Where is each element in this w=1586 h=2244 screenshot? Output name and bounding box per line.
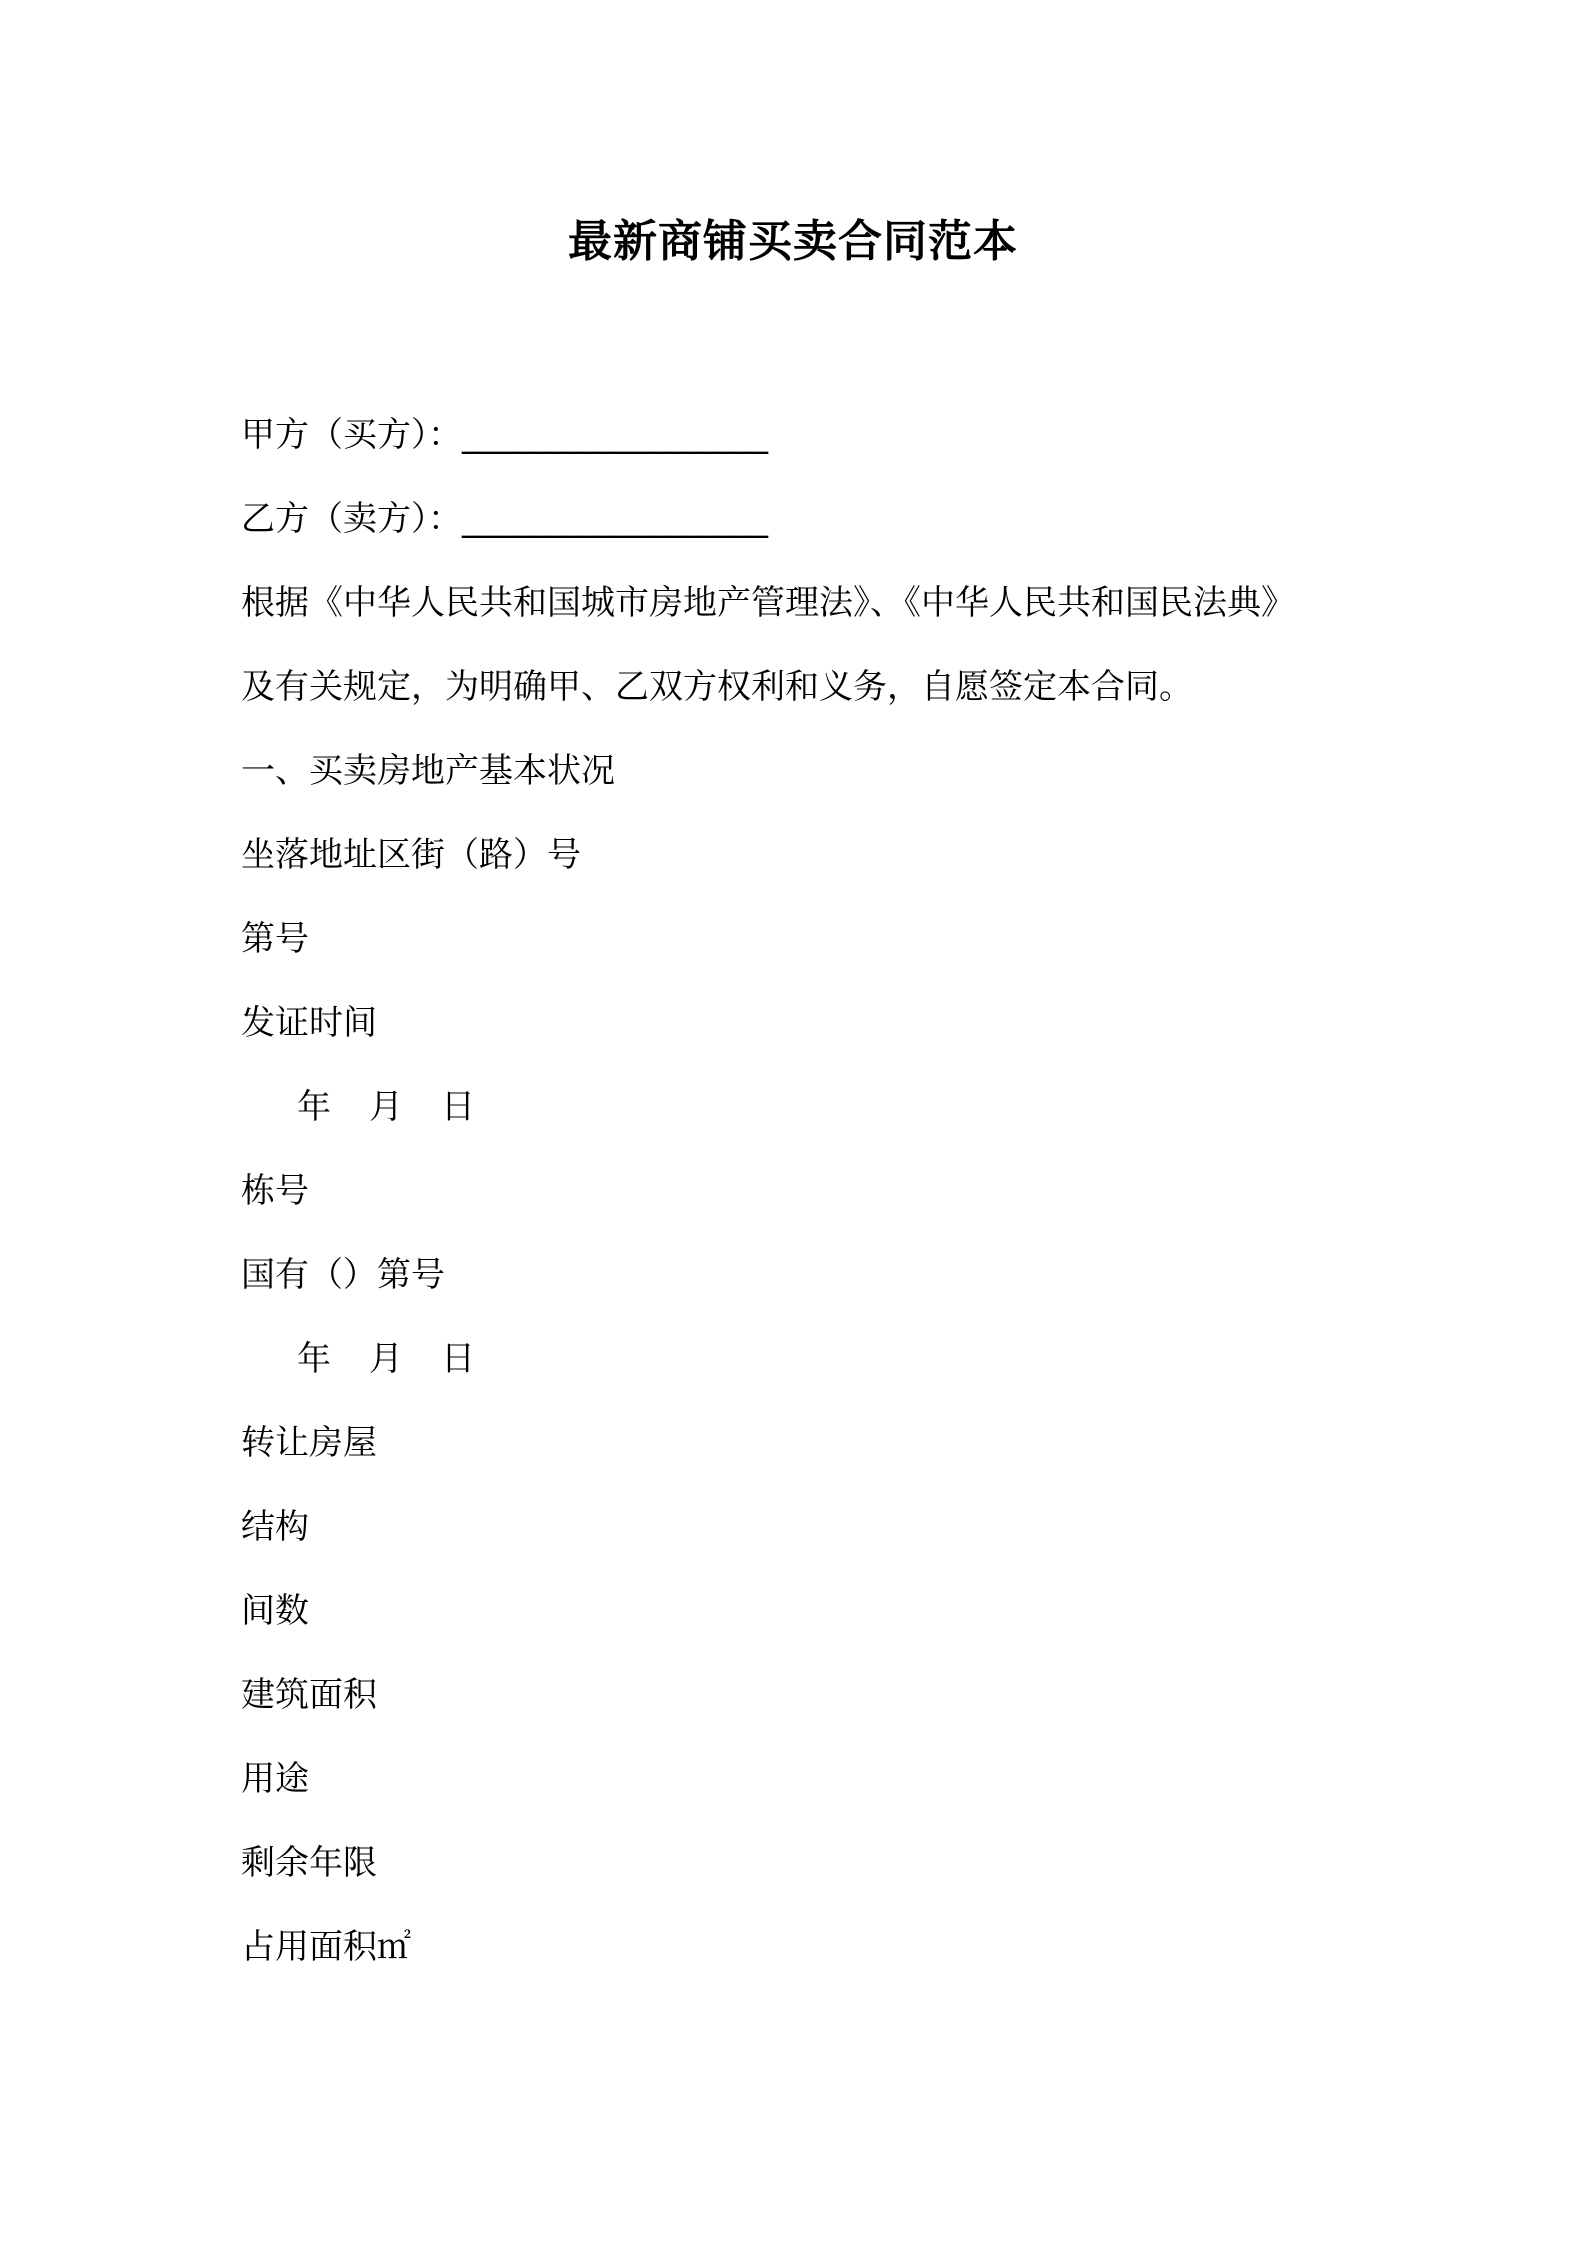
field-state-owned: 国有（）第号 xyxy=(241,1255,445,1295)
party-b-blank: __________________ xyxy=(462,499,768,539)
field-building-no: 栋号 xyxy=(241,1171,309,1211)
date-1-month: 月 xyxy=(369,1087,403,1127)
date-2-year: 年 xyxy=(297,1339,331,1379)
date-2-month: 月 xyxy=(369,1339,403,1379)
date-line-1 xyxy=(297,1083,475,1131)
field-structure: 结构 xyxy=(241,1507,309,1547)
field-address: 坐落地址区街（路）号 xyxy=(241,835,581,875)
field-transfer-house: 转让房屋 xyxy=(241,1423,377,1463)
party-b-label: 乙方（卖方）： xyxy=(241,499,462,539)
field-issue-time: 发证时间 xyxy=(241,1003,377,1043)
field-remaining-years: 剩余年限 xyxy=(241,1843,377,1883)
date-line-2 xyxy=(297,1335,475,1383)
date-1-year: 年 xyxy=(297,1087,331,1127)
date-1-day: 日 xyxy=(441,1087,475,1127)
field-usage: 用途 xyxy=(241,1759,309,1799)
field-number: 第号 xyxy=(241,919,309,959)
party-b-line xyxy=(241,495,768,543)
intro-paragraph-line-1: 根据《中华人民共和国城市房地产管理法》、《中华人民共和国民法典》 xyxy=(241,583,1295,623)
field-rooms: 间数 xyxy=(241,1591,309,1631)
party-a-label: 甲方（买方）： xyxy=(241,415,462,455)
party-a-blank: __________________ xyxy=(462,415,768,455)
intro-paragraph-line-2: 及有关规定，为明确甲、乙双方权利和义务，自愿签定本合同。 xyxy=(241,667,1193,707)
date-2-day: 日 xyxy=(441,1339,475,1379)
field-occupied-area: 占用面积㎡ xyxy=(241,1927,411,1967)
party-a-line xyxy=(241,411,768,459)
section-1-heading: 一、买卖房地产基本状况 xyxy=(241,751,615,791)
field-building-area: 建筑面积 xyxy=(241,1675,377,1715)
document-title: 最新商铺买卖合同范本 xyxy=(568,216,1018,267)
